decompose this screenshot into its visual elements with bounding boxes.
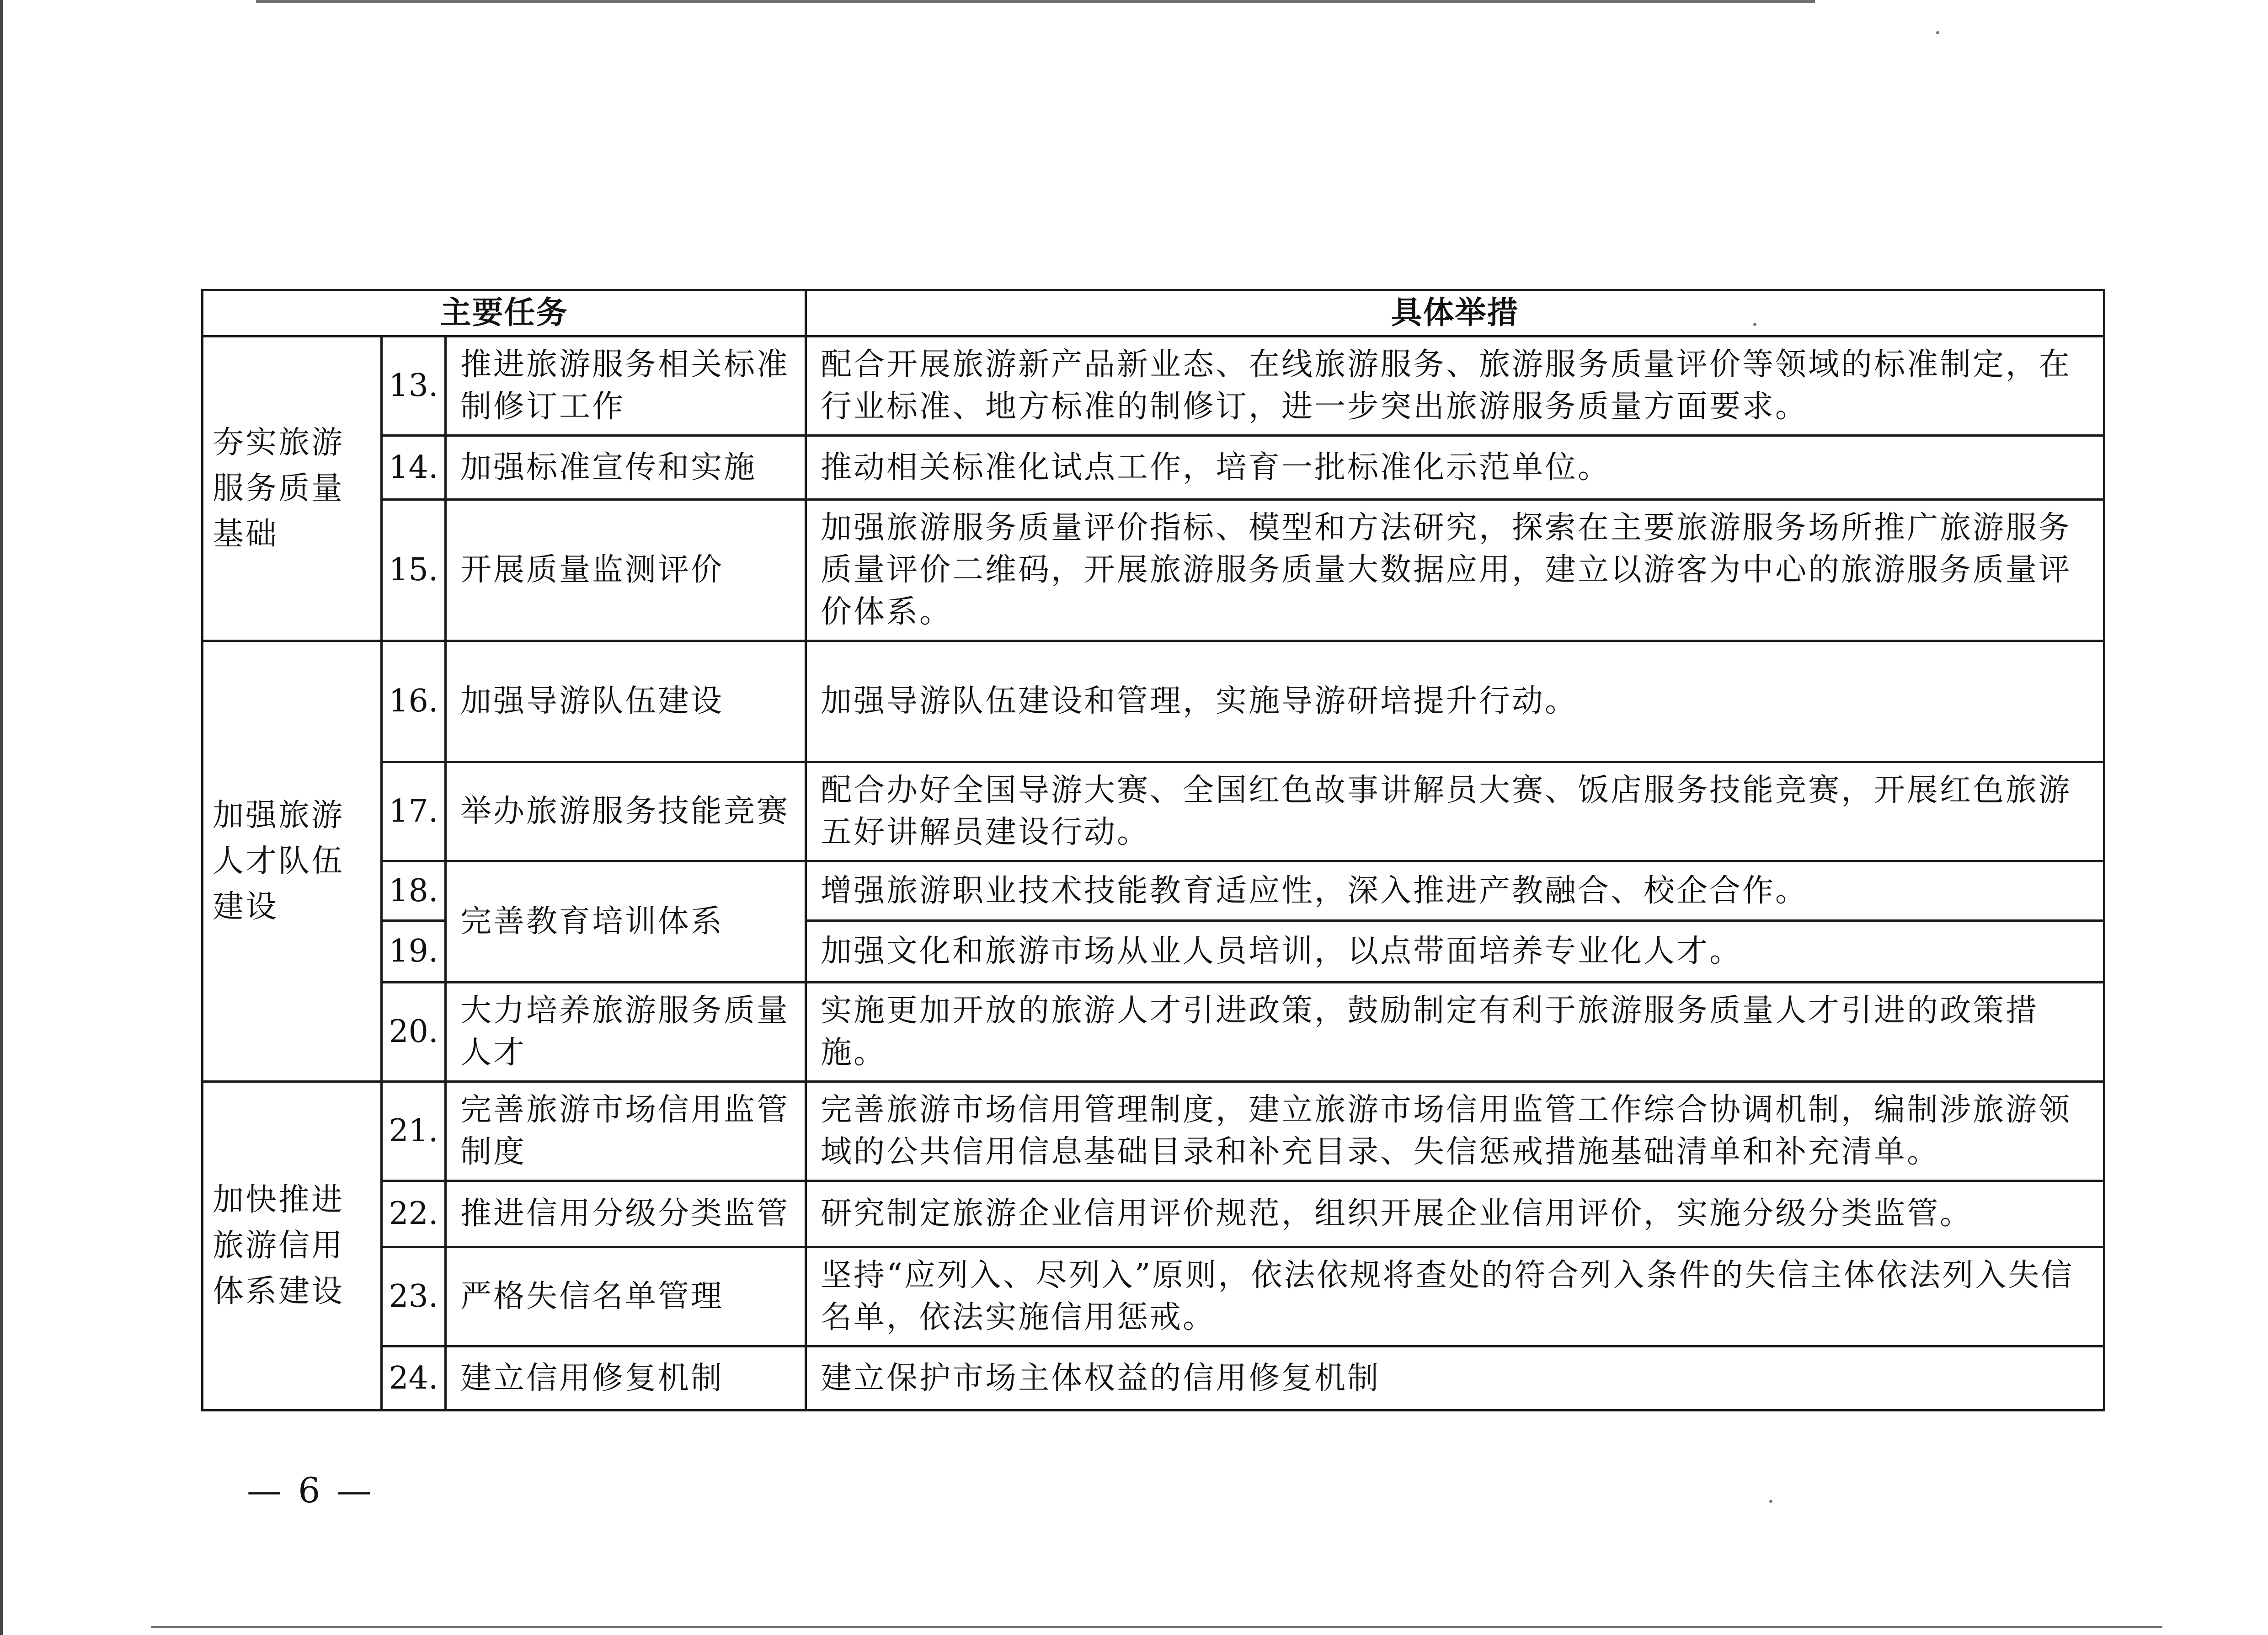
task-cell: 建立信用修复机制: [446, 1346, 806, 1411]
scan-speck: [1936, 31, 1939, 34]
header-specific-measures: 具体举措: [806, 290, 2104, 337]
row-number: 19.: [382, 921, 446, 983]
category-cell: 加强旅游人才队伍建设: [203, 641, 382, 1082]
task-cell: 推进旅游服务相关标准制修订工作: [446, 337, 806, 436]
task-table: [201, 289, 2105, 1411]
task-cell: 严格失信名单管理: [446, 1247, 806, 1346]
table-row: [203, 641, 2104, 762]
scan-edge-top: [256, 0, 1815, 3]
table-row: [203, 1181, 2104, 1247]
page-number: — 6 —: [247, 1470, 374, 1511]
measure-cell: 增强旅游职业技术技能教育适应性，深入推进产教融合、校企合作。: [806, 861, 2104, 921]
table-row: [203, 1247, 2104, 1346]
table-row: [203, 861, 2104, 921]
task-cell: 加强导游队伍建设: [446, 641, 806, 762]
table-row: [203, 1082, 2104, 1181]
measure-cell: 研究制定旅游企业信用评价规范，组织开展企业信用评价，实施分级分类监管。: [806, 1181, 2104, 1247]
measure-cell: 建立保护市场主体权益的信用修复机制: [806, 1346, 2104, 1411]
row-number: 22.: [382, 1181, 446, 1247]
table-row: [203, 762, 2104, 861]
task-cell: 大力培养旅游服务质量人才: [446, 983, 806, 1082]
scan-edge-bottom: [151, 1626, 2162, 1628]
row-number: 13.: [382, 337, 446, 436]
scan-edge-left: [0, 0, 3, 1635]
table-row: [203, 337, 2104, 436]
task-cell: 举办旅游服务技能竞赛: [446, 762, 806, 861]
task-cell: 开展质量监测评价: [446, 500, 806, 641]
measure-cell: 配合开展旅游新产品新业态、在线旅游服务、旅游服务质量评价等领域的标准制定，在行业标准、地方标准的制修订，进一步突出旅游服务质量方面要求。: [806, 337, 2104, 436]
measure-cell: 坚持“应列入、尽列入”原则，依法依规将查处的符合列入条件的失信主体依法列入失信名单，依法实施信用惩戒。: [806, 1247, 2104, 1346]
table-row: [203, 1346, 2104, 1411]
table-row: [203, 983, 2104, 1082]
measure-cell: 推动相关标准化试点工作，培育一批标准化示范单位。: [806, 436, 2104, 500]
measure-cell: 配合办好全国导游大赛、全国红色故事讲解员大赛、饭店服务技能竞赛，开展红色旅游五好讲解员建设行动。: [806, 762, 2104, 861]
task-cell: 完善教育培训体系: [446, 861, 806, 983]
task-cell: 完善旅游市场信用监管制度: [446, 1082, 806, 1181]
table-header-row: [203, 290, 2104, 337]
row-number: 24.: [382, 1346, 446, 1411]
measure-cell: 加强文化和旅游市场从业人员培训，以点带面培养专业化人才。: [806, 921, 2104, 983]
row-number: 21.: [382, 1082, 446, 1181]
measure-cell: 实施更加开放的旅游人才引进政策，鼓励制定有利于旅游服务质量人才引进的政策措施。: [806, 983, 2104, 1082]
measure-cell: 加强旅游服务质量评价指标、模型和方法研究，探索在主要旅游服务场所推广旅游服务质量评价二维码，开展旅游服务质量大数据应用，建立以游客为中心的旅游服务质量评价体系。: [806, 500, 2104, 641]
measure-cell: 加强导游队伍建设和管理，实施导游研培提升行动。: [806, 641, 2104, 762]
table-row: [203, 500, 2104, 641]
measure-cell: 完善旅游市场信用管理制度，建立旅游市场信用监管工作综合协调机制，编制涉旅游领域的公共信用信息基础目录和补充目录、失信惩戒措施基础清单和补充清单。: [806, 1082, 2104, 1181]
row-number: 14.: [382, 436, 446, 500]
task-cell: 推进信用分级分类监管: [446, 1181, 806, 1247]
row-number: 17.: [382, 762, 446, 861]
row-number: 15.: [382, 500, 446, 641]
category-cell: 加快推进旅游信用体系建设: [203, 1082, 382, 1411]
row-number: 18.: [382, 861, 446, 921]
row-number: 16.: [382, 641, 446, 762]
table-row: [203, 436, 2104, 500]
header-main-tasks: 主要任务: [203, 290, 806, 337]
task-cell: 加强标准宣传和实施: [446, 436, 806, 500]
scan-speck: [1769, 1500, 1772, 1503]
row-number: 20.: [382, 983, 446, 1082]
row-number: 23.: [382, 1247, 446, 1346]
category-cell: 夯实旅游服务质量基础: [203, 337, 382, 641]
